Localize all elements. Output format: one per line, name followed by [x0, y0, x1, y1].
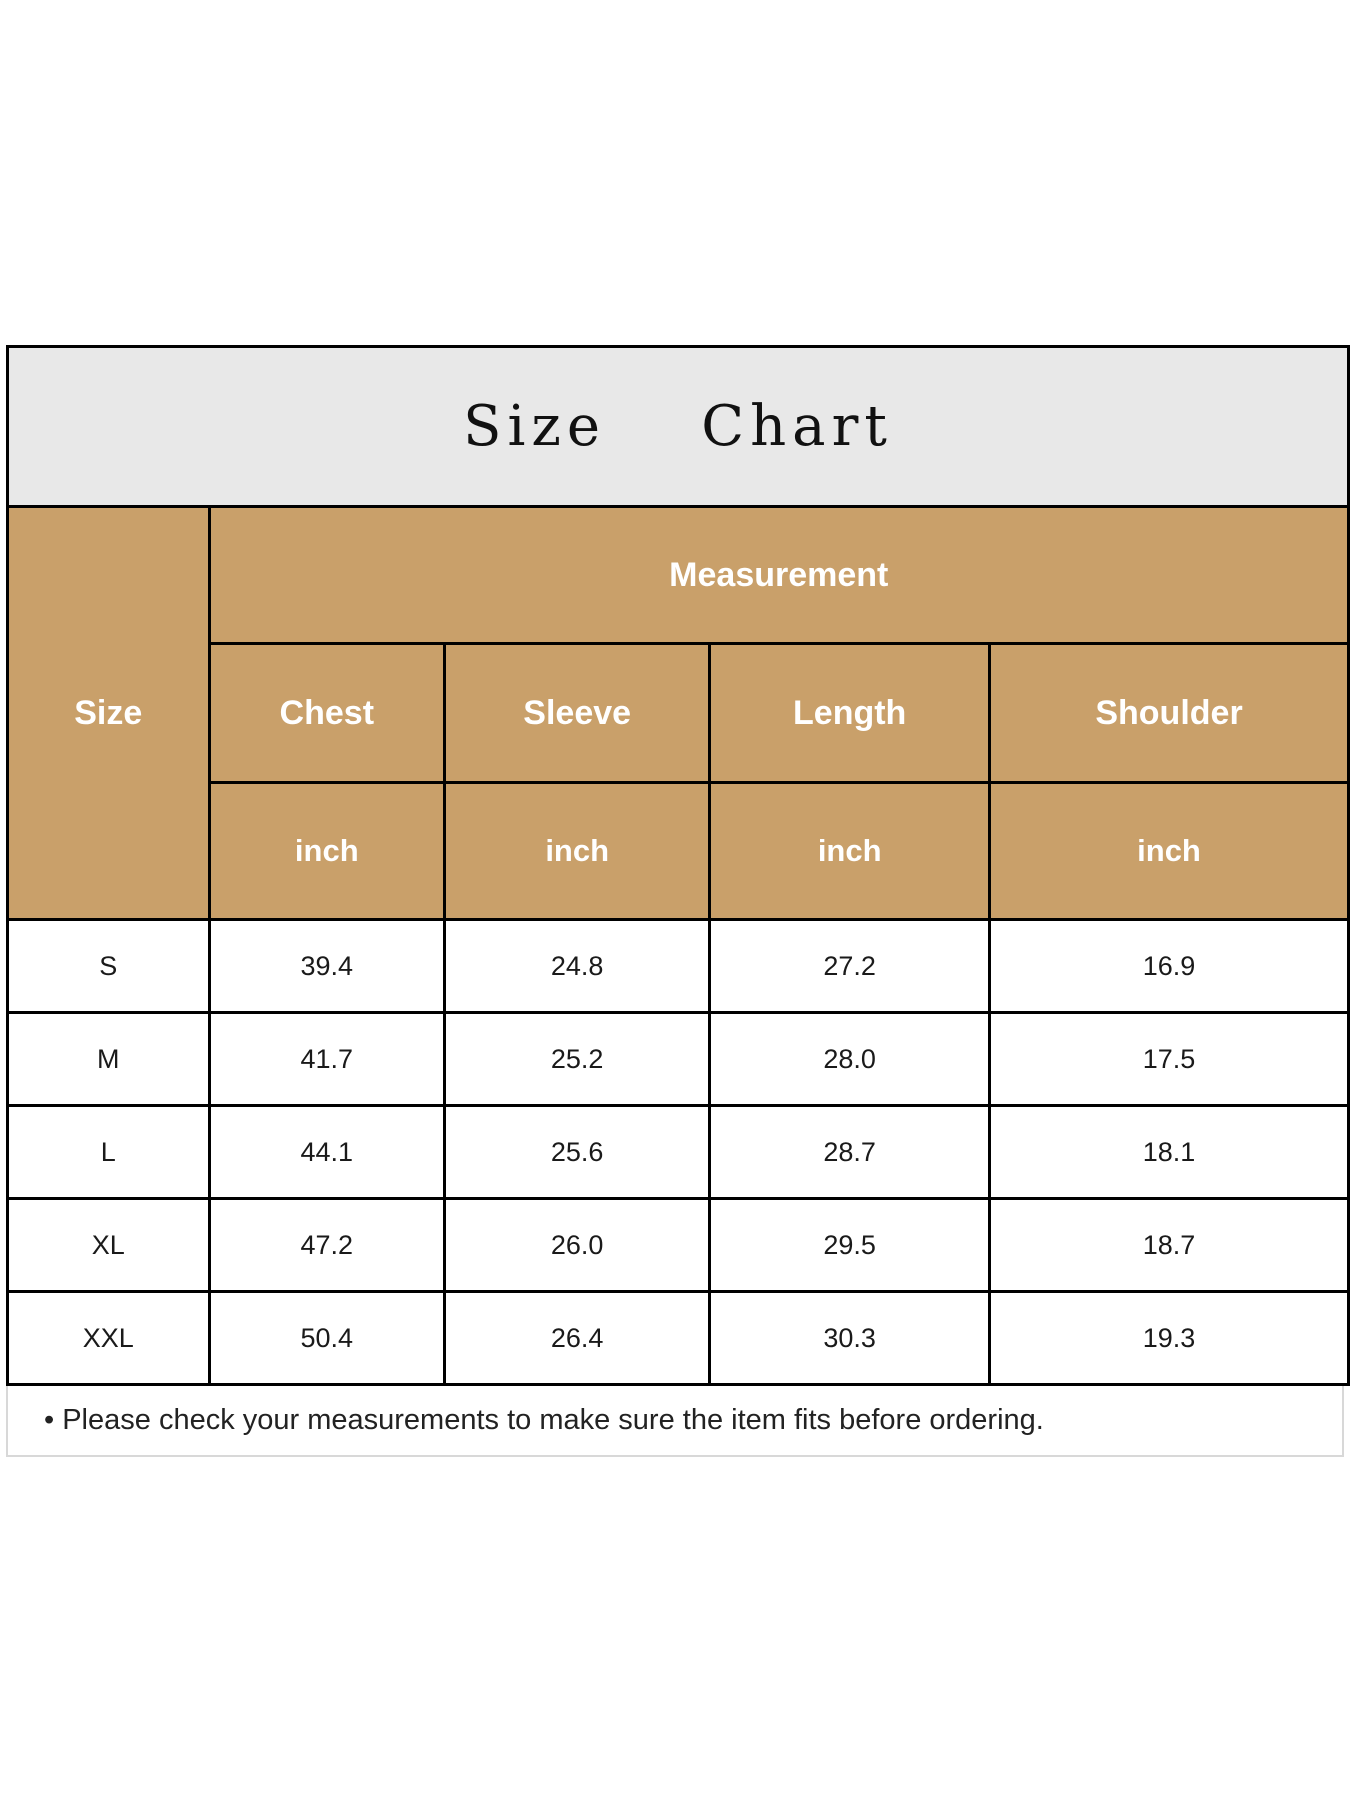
cell-sleeve: 24.8 — [445, 920, 710, 1013]
cell-chest: 47.2 — [209, 1199, 444, 1292]
cell-shoulder: 17.5 — [990, 1013, 1349, 1106]
column-header-shoulder: Shoulder — [990, 644, 1349, 783]
cell-chest: 50.4 — [209, 1292, 444, 1385]
table-unit-row — [8, 783, 1349, 920]
size-chart-container — [6, 345, 1350, 1457]
cell-length: 29.5 — [710, 1199, 990, 1292]
table-title-row — [8, 347, 1349, 507]
column-header-length: Length — [710, 644, 990, 783]
cell-size: XXL — [8, 1292, 210, 1385]
cell-chest: 44.1 — [209, 1106, 444, 1199]
table-column-header-row — [8, 644, 1349, 783]
cell-length: 30.3 — [710, 1292, 990, 1385]
size-chart-table — [6, 345, 1350, 1386]
cell-sleeve: 26.4 — [445, 1292, 710, 1385]
cell-size: M — [8, 1013, 210, 1106]
measurement-group-header: Measurement — [209, 507, 1348, 644]
cell-shoulder: 18.7 — [990, 1199, 1349, 1292]
cell-length: 28.7 — [710, 1106, 990, 1199]
cell-length: 27.2 — [710, 920, 990, 1013]
column-header-chest: Chest — [209, 644, 444, 783]
cell-sleeve: 25.6 — [445, 1106, 710, 1199]
cell-chest: 41.7 — [209, 1013, 444, 1106]
cell-sleeve: 25.2 — [445, 1013, 710, 1106]
table-row — [8, 1106, 1349, 1199]
unit-length: inch — [710, 783, 990, 920]
table-group-header-row — [8, 507, 1349, 644]
table-row — [8, 1199, 1349, 1292]
cell-chest: 39.4 — [209, 920, 444, 1013]
unit-sleeve: inch — [445, 783, 710, 920]
cell-shoulder: 18.1 — [990, 1106, 1349, 1199]
table-row — [8, 1013, 1349, 1106]
cell-size: S — [8, 920, 210, 1013]
chart-note-text: • Please check your measurements to make sure the item fits before ordering. — [44, 1404, 1044, 1436]
chart-note — [6, 1386, 1344, 1457]
chart-title-cell — [8, 347, 1349, 507]
cell-shoulder: 16.9 — [990, 920, 1349, 1013]
cell-size: L — [8, 1106, 210, 1199]
column-header-sleeve: Sleeve — [445, 644, 710, 783]
cell-sleeve: 26.0 — [445, 1199, 710, 1292]
unit-shoulder: inch — [990, 783, 1349, 920]
unit-chest: inch — [209, 783, 444, 920]
table-row — [8, 920, 1349, 1013]
table-row — [8, 1292, 1349, 1385]
cell-size: XL — [8, 1199, 210, 1292]
size-column-header: Size — [8, 507, 210, 920]
cell-shoulder: 19.3 — [990, 1292, 1349, 1385]
page-title: Size Chart — [463, 394, 893, 459]
cell-length: 28.0 — [710, 1013, 990, 1106]
